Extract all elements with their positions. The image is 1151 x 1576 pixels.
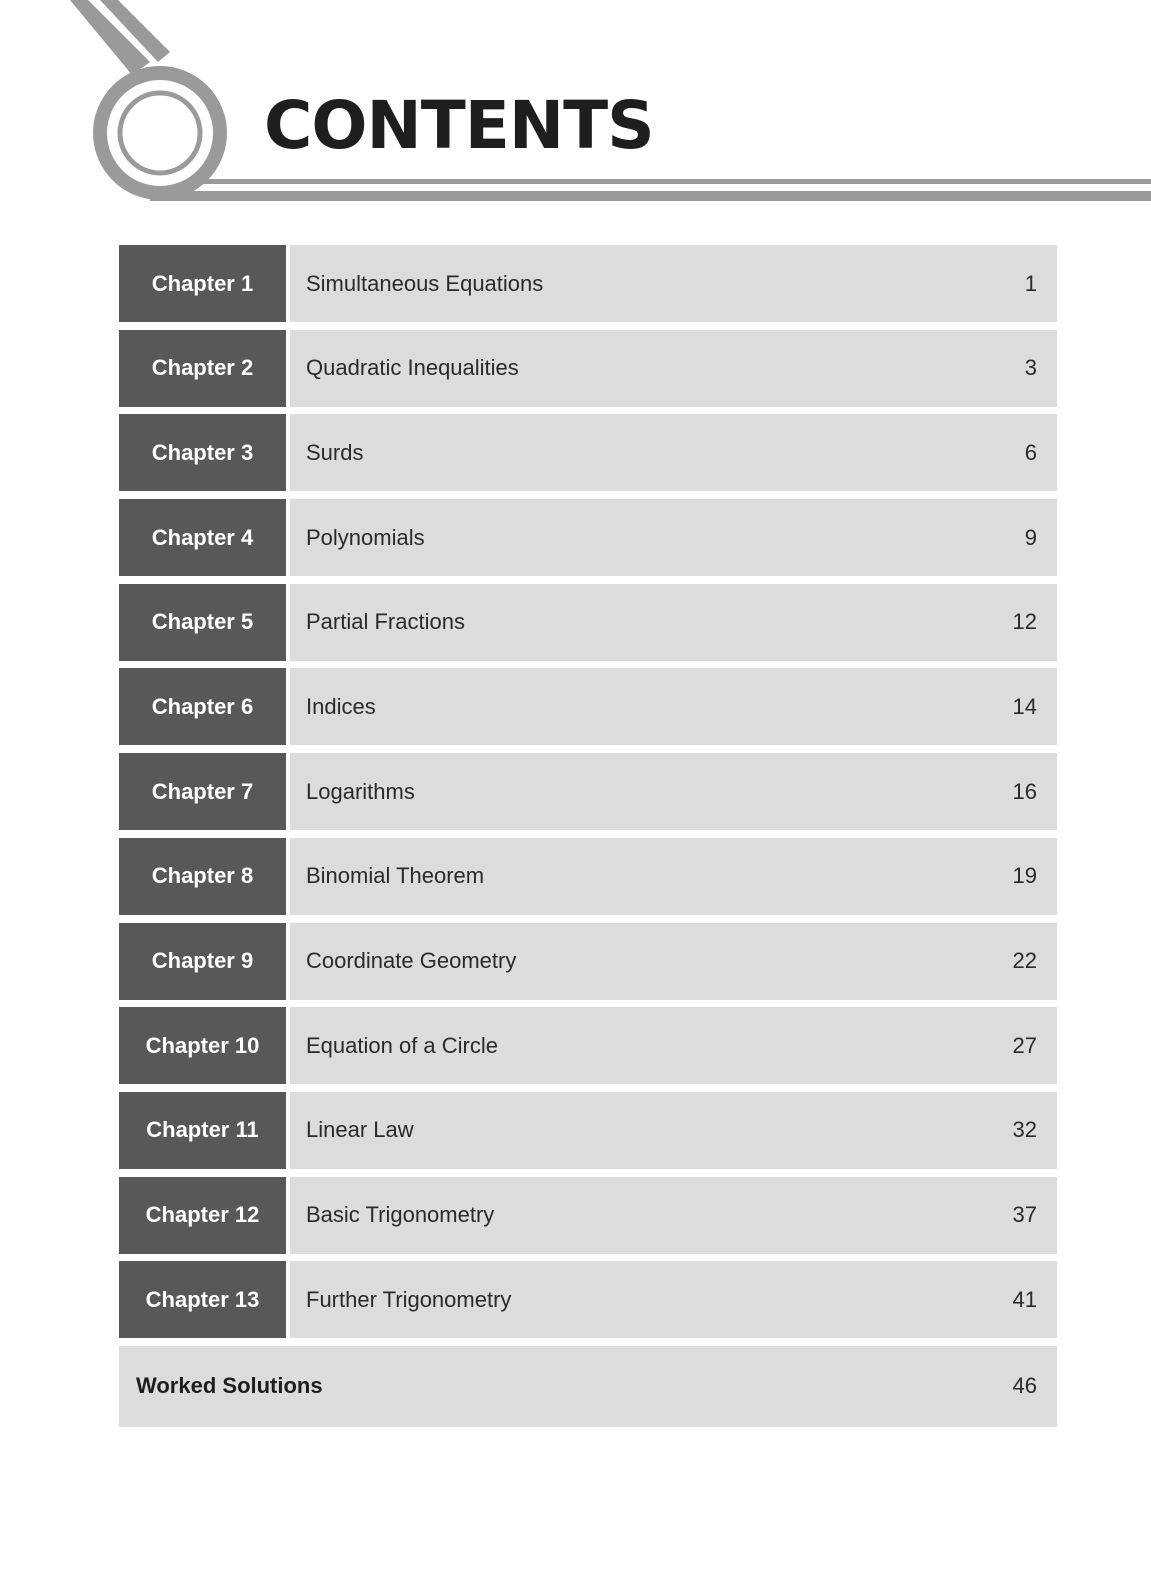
toc-row[interactable] <box>119 923 1057 1000</box>
table-of-contents <box>119 245 1057 1427</box>
toc-row[interactable] <box>119 1177 1057 1254</box>
chapter-page-number: 32 <box>1012 1117 1037 1143</box>
chapter-label: Chapter 7 <box>119 753 286 830</box>
chapter-page-number: 12 <box>1012 609 1037 635</box>
chapter-page-number: 41 <box>1012 1286 1037 1312</box>
chapter-label: Chapter 11 <box>119 1092 286 1169</box>
toc-row[interactable] <box>119 838 1057 915</box>
toc-row[interactable] <box>119 668 1057 745</box>
chapter-page-number: 37 <box>1012 1202 1037 1228</box>
chapter-label: Chapter 9 <box>119 923 286 1000</box>
chapter-entry <box>290 499 1057 576</box>
chapter-title: Simultaneous Equations <box>306 270 544 296</box>
chapter-label: Chapter 6 <box>119 668 286 745</box>
chapter-entry <box>290 1092 1057 1169</box>
chapter-title: Polynomials <box>306 524 425 550</box>
chapter-entry <box>290 753 1057 830</box>
chapter-label: Chapter 2 <box>119 330 286 407</box>
chapter-page-number: 3 <box>1024 355 1037 381</box>
chapter-entry <box>290 1261 1057 1338</box>
chapter-label: Chapter 8 <box>119 838 286 915</box>
chapter-title: Binomial Theorem <box>306 863 485 889</box>
chapter-entry <box>290 330 1057 407</box>
header-rule-thin <box>196 179 1151 184</box>
chapter-title: Equation of a Circle <box>306 1032 498 1058</box>
worked-solutions-label: Worked Solutions <box>136 1373 323 1399</box>
chapter-title: Further Trigonometry <box>306 1286 512 1312</box>
chapter-entry <box>290 1007 1057 1084</box>
chapter-label: Chapter 5 <box>119 584 286 661</box>
chapter-entry <box>290 923 1057 1000</box>
chapter-page-number: 1 <box>1024 270 1037 296</box>
chapter-label: Chapter 1 <box>119 245 286 322</box>
chapter-title: Surds <box>306 439 364 465</box>
chapter-title: Linear Law <box>306 1117 414 1143</box>
chapter-entry <box>290 584 1057 661</box>
chapter-title: Basic Trigonometry <box>306 1202 495 1228</box>
chapter-label: Chapter 10 <box>119 1007 286 1084</box>
chapter-page-number: 16 <box>1012 778 1037 804</box>
toc-row[interactable] <box>119 499 1057 576</box>
chapter-label: Chapter 3 <box>119 414 286 491</box>
worked-solutions-page-number: 46 <box>1012 1373 1037 1399</box>
chapter-entry <box>290 414 1057 491</box>
chapter-entry <box>290 245 1057 322</box>
chapter-title: Quadratic Inequalities <box>306 355 519 381</box>
chapter-title: Indices <box>306 693 376 719</box>
page-title: CONTENTS <box>264 87 654 164</box>
chapter-page-number: 22 <box>1012 948 1037 973</box>
chapter-list <box>119 245 1057 1338</box>
chapter-page-number: 14 <box>1012 693 1037 719</box>
toc-row[interactable] <box>119 414 1057 491</box>
chapter-label: Chapter 12 <box>119 1177 286 1254</box>
chapter-page-number: 9 <box>1024 524 1037 550</box>
chapter-title: Logarithms <box>306 778 415 804</box>
chapter-label: Chapter 13 <box>119 1261 286 1338</box>
chapter-entry <box>290 668 1057 745</box>
header-rule-thick <box>150 191 1151 201</box>
chapter-entry <box>290 1177 1057 1254</box>
toc-row[interactable] <box>119 1092 1057 1169</box>
toc-row-worked-solutions[interactable] <box>119 1346 1057 1427</box>
header-ring-inner-icon <box>120 93 200 173</box>
chapter-title: Coordinate Geometry <box>306 948 517 973</box>
toc-row[interactable] <box>119 1007 1057 1084</box>
toc-row[interactable] <box>119 753 1057 830</box>
chapter-page-number: 27 <box>1012 1032 1037 1058</box>
chapter-label: Chapter 4 <box>119 499 286 576</box>
chapter-entry <box>290 838 1057 915</box>
chapter-page-number: 19 <box>1012 863 1037 889</box>
toc-row[interactable] <box>119 584 1057 661</box>
chapter-page-number: 6 <box>1024 439 1037 465</box>
toc-row[interactable] <box>119 245 1057 322</box>
toc-row[interactable] <box>119 330 1057 407</box>
chapter-title: Partial Fractions <box>306 609 465 635</box>
toc-row[interactable] <box>119 1261 1057 1338</box>
